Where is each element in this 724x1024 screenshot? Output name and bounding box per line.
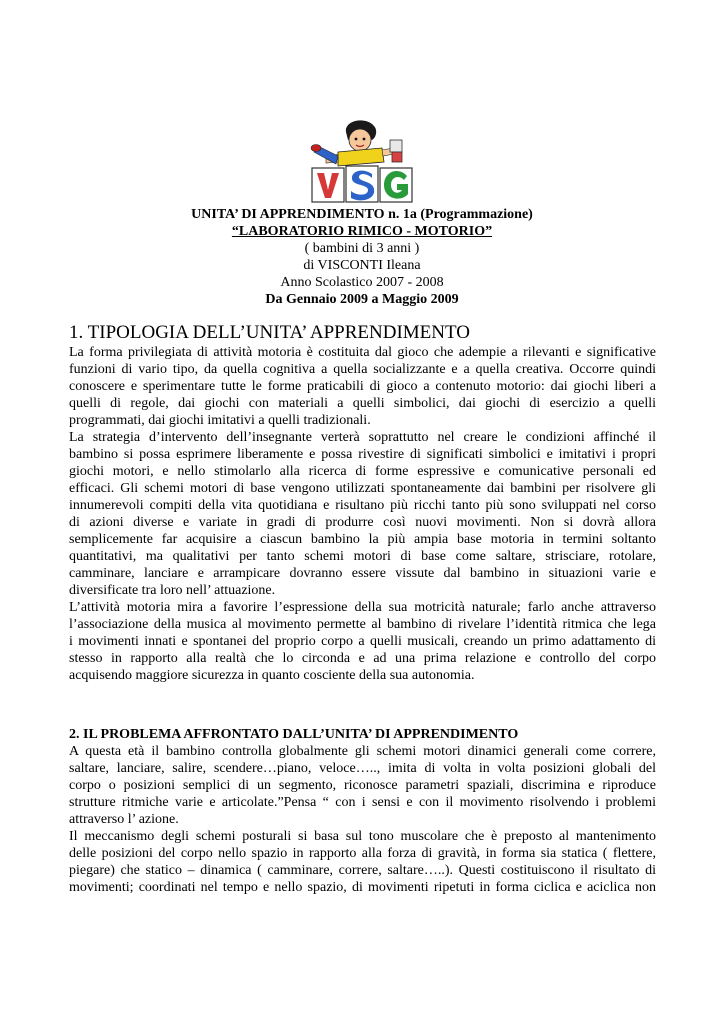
unit-title: UNITA’ DI APPRENDIMENTO n. 1a (Programmazione) xyxy=(191,207,533,222)
text-line: strutture ritmiche varie e articolate.”Pensa “ con i sensi e con il movimento risolvendo i problemi xyxy=(69,795,656,810)
text-line: attraverso l’ azione. xyxy=(69,812,179,827)
text-line: La strategia d’intervento dell’insegnante verterà soprattutto nel creare le condizioni affinché il xyxy=(69,430,656,445)
text-line: corpo o posizioni semplici di un segmento, riconosce parametri spaziali, discrimina e riproduce xyxy=(69,778,656,793)
section-2-paragraph-1 xyxy=(69,743,656,828)
text-line: bambino si possa esprimere liberamente e possa rivestire di significati simbolici e imitativi i propri xyxy=(69,447,656,462)
text-line: semplicemente far acquisire a ciascun bambino la più ampia base motoria in termini soltanto xyxy=(69,532,656,547)
date-range: Da Gennaio 2009 a Maggio 2009 xyxy=(265,292,459,307)
text-line: stesso in rapporto alla realtà che lo circonda e ad una prima relazione e controllo del corpo xyxy=(69,651,656,666)
text-line: efficaci. Gli schemi motori di base vengono utilizzati spontaneamente dai bambini per risolvere gli xyxy=(69,481,656,496)
text-line: l’associazione della musica al movimento permette al bambino di rivelare l’identità ritmica che lega xyxy=(69,617,656,632)
text-line: conoscere e sperimentare tutte le forme praticabili di gioco a contenuto motorio: dai giochi liberi a xyxy=(69,379,656,394)
section-1-heading: 1. TIPOLOGIA DELL’UNITA’ APPRENDIMENTO xyxy=(69,322,470,343)
text-line: A questa età il bambino controlla globalmente gli schemi motori dinamici generali come correre, xyxy=(69,744,656,759)
text-line: i movimenti innati e spontanei del proprio corpo a quelli musicali, creando un primo adattamento di xyxy=(69,634,656,649)
text-line: quantitativi, ma qualitativi per tanto schemi motori di base come saltare, strisciare, rotolare, xyxy=(69,549,656,564)
text-line: innumerevoli compiti della vita quotidiana e risultano più ricchi tanto più sono sviluppati nel corso xyxy=(69,498,656,513)
text-line: acquisendo maggiore sicurezza in quanto cosciente della sua autonomia. xyxy=(69,668,475,683)
section-1-paragraph-1 xyxy=(69,344,656,429)
text-line: L’attività motoria mira a favorire l’espressione della sua motricità naturale; farlo anche attraverso xyxy=(69,600,656,615)
section-2-heading: 2. IL PROBLEMA AFFRONTATO DALL’UNITA’ DI APPRENDIMENTO xyxy=(69,727,519,742)
section-1-paragraph-2 xyxy=(69,429,656,599)
text-line: quelli di regole, dai giochi con materiali a quelli simbolici, dai giochi di esercizio a quelli xyxy=(69,396,656,411)
text-line: piegare) che statico – dinamica ( camminare, correre, saltare…..). Questi costituiscono il risultato di xyxy=(69,863,656,878)
text-line: di azioni diverse e variate in gradi di produrre così nuovi movimenti. Non si dovrà allora xyxy=(69,515,656,530)
text-line: La forma privilegiata di attività motoria è costituita dal gioco che adempie a rilevanti e significative xyxy=(69,345,656,360)
school-logo-icon xyxy=(308,118,416,206)
school-year: Anno Scolastico 2007 - 2008 xyxy=(280,275,444,290)
lab-title: “LABORATORIO RIMICO - MOTORIO” xyxy=(231,224,493,239)
text-line: diversificate tra loro nell’ attuazione. xyxy=(69,583,276,598)
text-line: funzioni di vario tipo, da quella cognitiva a quella socializzante e a quella creativa. Occorre quindi xyxy=(69,362,656,377)
author: di VISCONTI Ileana xyxy=(303,258,421,273)
text-line: Il meccanismo degli schemi posturali si basa sul tono muscolare che è preposto al mantenimento xyxy=(69,829,656,844)
section-1-paragraph-3 xyxy=(69,599,656,684)
document-header xyxy=(0,206,724,308)
text-line: camminare, lanciare e arrampicare dovranno essere vissute dal bambino in situazioni varie e xyxy=(69,566,656,581)
text-line: programmati, dai giochi imitativi a quelli tradizionali. xyxy=(69,413,371,428)
section-2-paragraph-2 xyxy=(69,828,656,896)
text-line: saltare, lanciare, salire, scendere…piano, veloce….., imita di volta in volta posizioni globali del xyxy=(69,761,656,776)
age-group: ( bambini di 3 anni ) xyxy=(304,241,420,256)
text-line: giochi motori, e nello stimolarlo alla ricerca di forme espressive e comunicative personali ed xyxy=(69,464,656,479)
text-line: movimenti; coordinati nel tempo e nello spazio, di movimenti ripetuti in forma ciclica e aciclica non xyxy=(69,880,656,895)
text-line: delle posizioni del corpo nello spazio in rapporto alla forza di gravità, in forma sia statica ( flettere, xyxy=(69,846,656,861)
